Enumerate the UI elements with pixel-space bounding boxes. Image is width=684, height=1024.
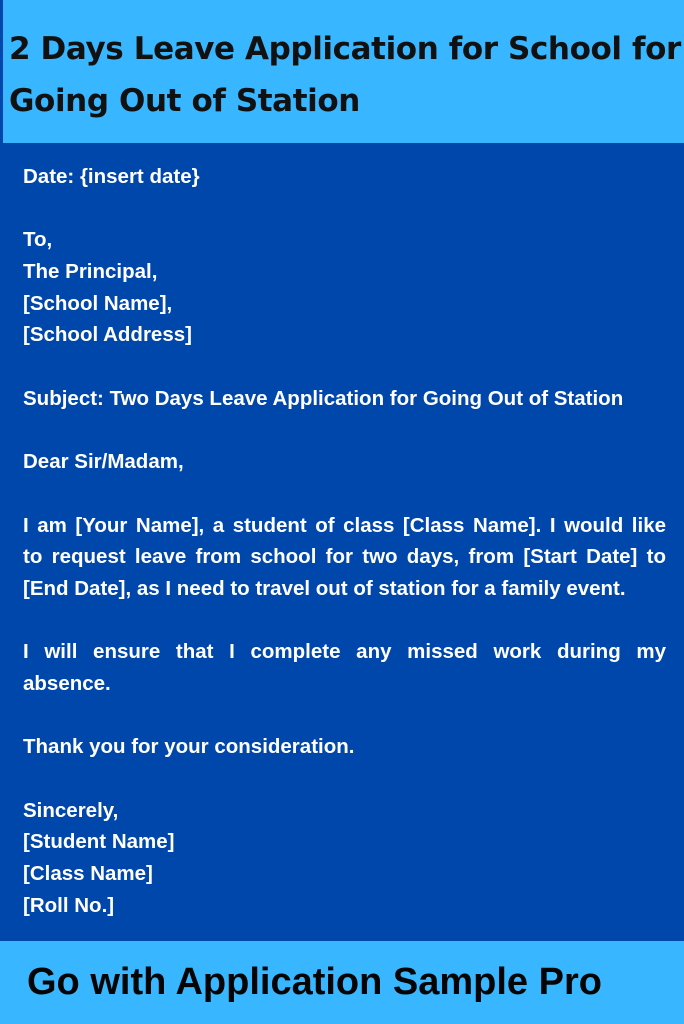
page-title: 2 Days Leave Application for School for Going Out of Station xyxy=(9,31,681,119)
paragraph-line: I am [Your Name], a student of class [Class Name]. I would like xyxy=(23,513,666,537)
school-address: [School Address] xyxy=(23,323,192,347)
date-line: Date: {insert date} xyxy=(23,165,200,188)
salutation: Dear Sir/Madam, xyxy=(23,450,184,474)
closing-line: Sincerely, xyxy=(23,798,119,822)
subject-line: Subject: Two Days Leave Application for Going Out of Station xyxy=(23,386,624,410)
student-name: [Student Name] xyxy=(23,830,175,854)
paragraph-line: [End Date], as I need to travel out of station for a family event. xyxy=(23,576,626,600)
to-line: To, xyxy=(23,228,53,252)
letter-body xyxy=(23,161,666,922)
paragraph-line: I will ensure that I complete any missed work during my xyxy=(23,640,666,664)
blank-line xyxy=(23,605,666,637)
blank-line xyxy=(23,763,666,795)
school-name: [School Name], xyxy=(23,291,173,315)
paragraph-line: to request leave from school for two days, from [Start Date] to xyxy=(23,545,666,569)
roll-number: [Roll No.] xyxy=(23,893,115,917)
footer-banner xyxy=(0,941,684,1024)
class-name: [Class Name] xyxy=(23,862,153,886)
blank-line xyxy=(23,700,666,732)
recipient-title: The Principal, xyxy=(23,260,158,284)
blank-line xyxy=(23,351,666,383)
blank-line xyxy=(23,415,666,447)
paragraph-line: absence. xyxy=(23,672,111,695)
blank-line xyxy=(23,193,666,225)
brand-tagline: Go with Application Sample Pro xyxy=(27,961,602,1003)
thanks-line: Thank you for your consideration. xyxy=(23,735,355,759)
title-banner xyxy=(0,0,684,143)
blank-line xyxy=(23,478,666,510)
